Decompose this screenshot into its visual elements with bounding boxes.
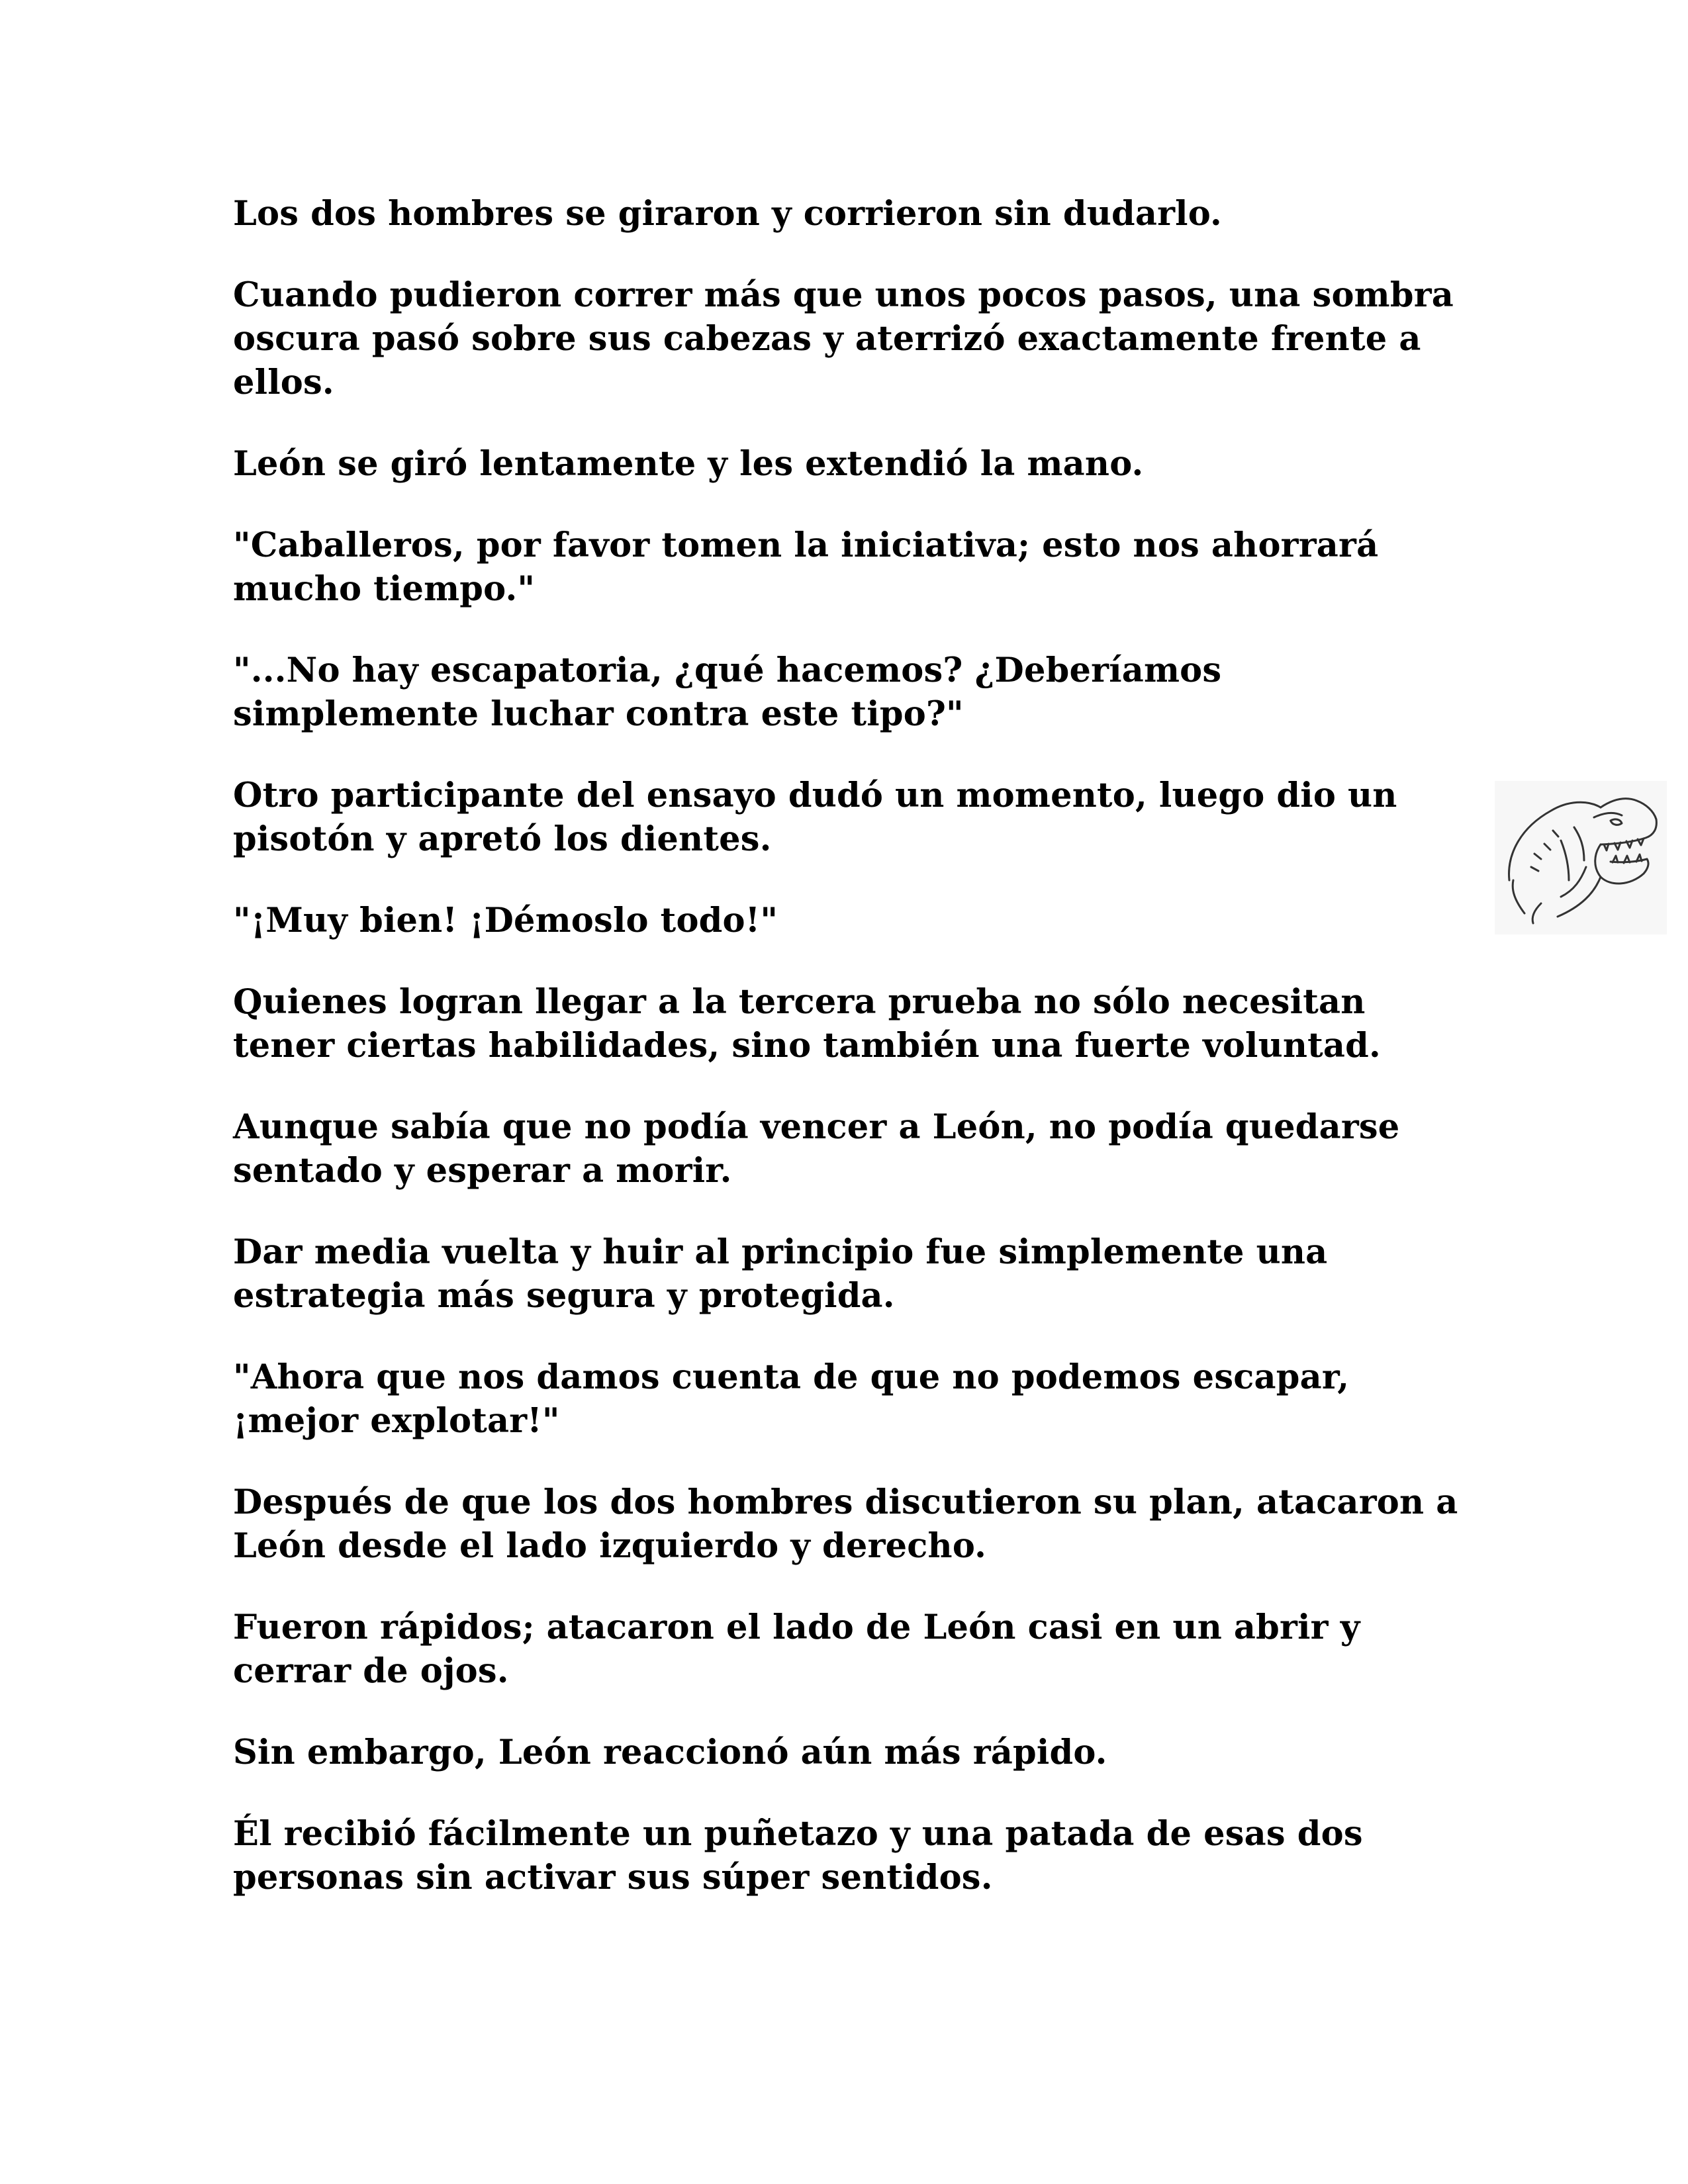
paragraph: Sin embargo, León reaccionó aún más rápido.: [233, 1733, 1107, 1772]
paragraph: "¡Muy bien! ¡Démoslo todo!": [233, 901, 778, 940]
paragraph: Otro participante del ensayo dudó un momento, luego dio un pisotón y apretó los dientes.: [233, 776, 1397, 859]
paragraph: Aunque sabía que no podía vencer a León, no podía quedarse sentado y esperar a morir.: [233, 1107, 1400, 1191]
paragraph: León se giró lentamente y les extendió la mano.: [233, 444, 1144, 484]
paragraph: "...No hay escapatoria, ¿qué hacemos? ¿Deberíamos simplemente luchar contra este tipo?": [233, 651, 1222, 734]
paragraph: Fueron rápidos; atacaron el lado de León casi en un abrir y cerrar de ojos.: [233, 1608, 1360, 1691]
dinosaur-head-icon: [1495, 781, 1667, 934]
paragraph: Quienes logran llegar a la tercera prueba no sólo necesitan tener ciertas habilidades, sino también una fuerte voluntad.: [233, 982, 1381, 1066]
paragraph: "Ahora que nos damos cuenta de que no podemos escapar, ¡mejor explotar!": [233, 1357, 1350, 1441]
body-text: [233, 192, 1464, 1937]
paragraph: Cuando pudieron correr más que unos pocos pasos, una sombra oscura pasó sobre sus cabezas y aterrizó exactamente frente a ellos.: [233, 275, 1454, 402]
paragraph: Después de que los dos hombres discutieron su plan, atacaron a León desde el lado izquierdo y derecho.: [233, 1482, 1458, 1566]
paragraph: "Caballeros, por favor tomen la iniciativa; esto nos ahorrará mucho tiempo.": [233, 525, 1379, 609]
paragraph: Él recibió fácilmente un puñetazo y una patada de esas dos personas sin activar sus súper sentidos.: [233, 1814, 1363, 1897]
paragraph: Los dos hombres se giraron y corrieron sin dudarlo.: [233, 194, 1223, 234]
paragraph: Dar media vuelta y huir al principio fue simplemente una estrategia más segura y protegida.: [233, 1232, 1328, 1316]
